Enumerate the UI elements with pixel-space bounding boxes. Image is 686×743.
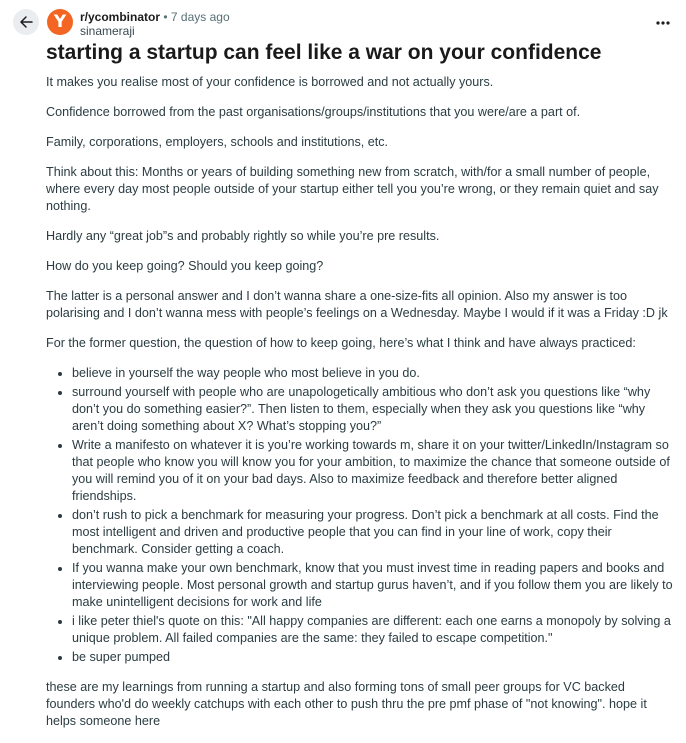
back-button[interactable] bbox=[13, 9, 39, 35]
list-item: • be super pumped bbox=[72, 649, 674, 666]
author-link[interactable]: sinameraji bbox=[80, 24, 135, 38]
bullet-list bbox=[46, 365, 674, 666]
paragraph: Think about this: Months or years of building something new from scratch, with/for a small number of people, where every day most people outside of your startup either tell you you’re wrong, or they remain quiet and say nothing. bbox=[46, 165, 659, 213]
subreddit-link[interactable]: r/ycombinator bbox=[80, 10, 161, 24]
list-item: • i like peter thiel's quote on this: "All happy companies are different: each one earns a monopoly by solving a unique problem. All failed companies are the same: they failed to escape competition." bbox=[72, 613, 674, 647]
paragraph: Family, corporations, employers, schools and institutions, etc. bbox=[46, 135, 389, 149]
list-item: • surround yourself with people who are unapologetically ambitious who don’t ask you questions like “why don’t you do something easier?”. Then listen to them, especially when they ask you questions like “why aren’t doing something about X? What’s stopping you?” bbox=[72, 384, 674, 435]
more-options-button[interactable] bbox=[656, 15, 670, 31]
paragraph: Confidence borrowed from the past organisations/groups/institutions that you were/are a part of. bbox=[46, 105, 581, 119]
three-dots-vertical-icon bbox=[656, 21, 670, 25]
post-meta bbox=[80, 10, 230, 38]
list-item: • Write a manifesto on whatever it is you’re working towards m, share it on your twitter/LinkedIn/Instagram so that people who know you will know you for your ambition, to maximize the chance that someone outside of you will remind you of it on your bad days. Also to maximize feedback and therefore better aligned friendships. bbox=[72, 437, 674, 505]
paragraph: It makes you realise most of your confidence is borrowed and not actually yours. bbox=[46, 75, 494, 89]
arrow-left-icon bbox=[19, 15, 33, 29]
list-item: • believe in yourself the way people who most believe in you do. bbox=[72, 365, 674, 382]
post-title: starting a startup can feel like a war on your confidence bbox=[46, 41, 602, 64]
avatar-letter: Y bbox=[53, 12, 67, 32]
paragraph: The latter is a personal answer and I don’t wanna share a one-size-fits all opinion. Also my answer is too polarising and I don’t wanna mess with people’s feelings on a Wednesday. Maybe I would if it was a Friday :D jk bbox=[46, 289, 668, 320]
paragraph: Hardly any “great job”s and probably rightly so while you’re pre results. bbox=[46, 229, 440, 243]
paragraph: For the former question, the question of how to keep going, here’s what I think and have always practiced: bbox=[46, 336, 636, 350]
post-body bbox=[46, 74, 674, 743]
list-item: • don’t rush to pick a benchmark for measuring your progress. Don’t pick a benchmark at all costs. Find the most intelligent and driven and productive people that you can find in your line of work, copy their benchmark. Consider getting a coach. bbox=[72, 507, 674, 558]
meta-separator: • bbox=[163, 10, 168, 24]
paragraph: How do you keep going? Should you keep going? bbox=[46, 259, 324, 273]
paragraph: these are my learnings from running a startup and also forming tons of small peer groups for VC backed founders who'd do weekly catchups with each other to push thru the pre pmf phase of "not knowing". hope it helps someone here bbox=[46, 680, 647, 728]
post-timestamp: 7 days ago bbox=[170, 10, 230, 24]
list-item: • If you wanna make your own benchmark, know that you must invest time in reading papers and books and interviewing people. Most personal growth and startup gurus haven’t, and if you follow them you are likely to make unintelligent decisions for work and life bbox=[72, 560, 674, 611]
subreddit-avatar[interactable] bbox=[47, 9, 73, 35]
